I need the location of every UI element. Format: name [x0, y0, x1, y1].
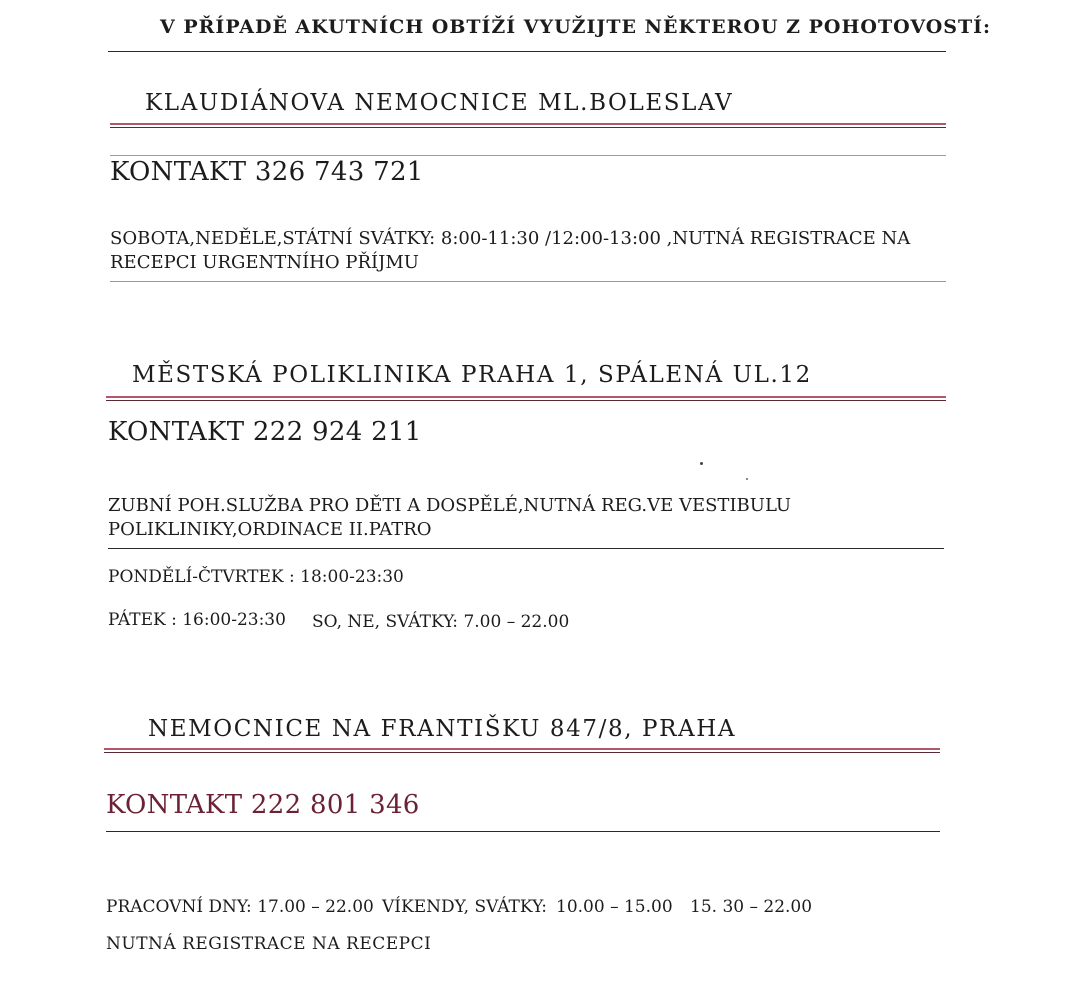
speck-mark: [700, 462, 703, 465]
intro-underline: [108, 51, 946, 52]
section-2-heading-rule: [106, 396, 946, 401]
section-3-heading: NEMOCNICE NA FRANTIŠKU 847/8, PRAHA: [148, 716, 737, 742]
section-3-contact: KONTAKT 222 801 346: [106, 790, 420, 820]
section-3-hours-workdays: PRACOVNÍ DNY: 17.00 – 22.00: [106, 897, 374, 917]
section-3-weekend-label: VÍKENDY, SVÁTKY:: [382, 897, 547, 917]
section-2-heading: MĚSTSKÁ POLIKLINIKA PRAHA 1, SPÁLENÁ UL.12: [132, 362, 812, 388]
section-2-hours-friday: PÁTEK : 16:00-23:30: [108, 610, 286, 630]
section-1-contact: KONTAKT 326 743 721: [110, 157, 424, 187]
section-1-heading-rule: [110, 123, 946, 128]
section-2-rule: [108, 548, 944, 549]
section-2-hours-weekend: SO, NE, SVÁTKY: 7.00 – 22.00: [312, 612, 570, 632]
intro-text: V PŘÍPADĚ AKUTNÍCH OBTÍŽÍ VYUŽIJTE NĚKTEROU Z POHOTOVOSTÍ:: [160, 16, 992, 38]
section-1-rule: [110, 155, 946, 156]
section-1-line-2: RECEPCI URGENTNÍHO PŘÍJMU: [110, 252, 419, 273]
section-3-rule: [106, 831, 940, 832]
section-3-note: NUTNÁ REGISTRACE NA RECEPCI: [106, 934, 432, 954]
section-1-heading: KLAUDIÁNOVA NEMOCNICE ML.BOLESLAV: [145, 90, 734, 116]
section-2-line-2: POLIKLINIKY,ORDINACE II.PATRO: [108, 519, 432, 540]
section-3-heading-rule: [104, 748, 940, 753]
section-1-line-1: SOBOTA,NEDĚLE,STÁTNÍ SVÁTKY: 8:00-11:30 /12:00-13:00 ,NUTNÁ REGISTRACE NA: [110, 228, 911, 249]
section-2-hours-weekdays: PONDĚLÍ-ČTVRTEK : 18:00-23:30: [108, 567, 404, 587]
section-3-weekend-hours-1: 10.00 – 15.00: [556, 897, 673, 917]
section-2-contact: KONTAKT 222 924 211: [108, 417, 422, 447]
section-2-line-1: ZUBNÍ POH.SLUŽBA PRO DĚTI A DOSPĚLÉ,NUTNÁ REG.VE VESTIBULU: [108, 495, 792, 516]
section-3-weekend-hours-2: 15. 30 – 22.00: [690, 897, 813, 917]
speck-mark: [746, 478, 748, 480]
section-1-bottom-rule: [110, 281, 946, 282]
